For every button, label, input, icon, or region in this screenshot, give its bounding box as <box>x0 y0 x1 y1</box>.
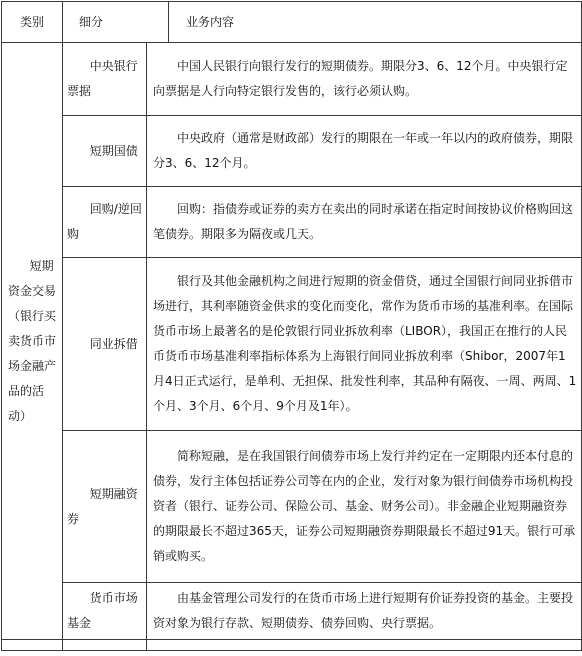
table-row-cutoff <box>2 640 582 651</box>
subcategory-cell <box>63 43 147 116</box>
subcategory-name: 短期国债 <box>89 143 138 158</box>
category-text: 短期资金交易（银行买卖货币市场金融产品的活动） <box>8 258 57 423</box>
content-cell <box>147 258 582 431</box>
content-cell <box>147 583 582 640</box>
money-market-table <box>1 1 582 651</box>
content-cell <box>147 116 582 187</box>
subcategory-cell <box>63 116 147 187</box>
content-text: 由基金管理公司发行的在货币市场上进行短期有价证券投资的基金。主要投资对象为银行存款、短期债券、债券回购、央行票据。 <box>153 591 574 630</box>
table-row <box>2 116 582 187</box>
content-text: 回购：指债券或证券的卖方在卖出的同时承诺在指定时间按协议价格购回这笔债券。期限多为隔夜或几天。 <box>153 202 574 241</box>
header-content: 业务内容 <box>186 14 235 29</box>
subcategory-name: 中央银行票据 <box>67 59 138 98</box>
subcategory-name: 回购/逆回购 <box>67 202 142 241</box>
cutoff-cell <box>2 640 63 651</box>
cutoff-cell <box>63 640 147 651</box>
category-cell <box>2 43 63 640</box>
content-text: 中国人民银行向银行发行的短期债券。期限分3、6、12个月。中央银行定向票据是人行向特定银行发售的，该行必须认购。 <box>153 59 568 98</box>
header-subcategory: 细分 <box>79 14 104 29</box>
content-text: 简称短融，是在我国银行间债券市场上发行并约定在一定期限内还本付息的债券，发行主体包括证券公司等在内的企业，发行对象为银行间债券市场机构投资者（银行、证券公司、保险公司、基金、财务公司）。非金融企业短期融资券的期限最长不超过365天，证券公司短期融资券期限最长不超过91天。银行可承销或购买。 <box>153 449 576 563</box>
subcategory-name: 短期融资券 <box>67 486 138 526</box>
subcategory-cell <box>63 431 147 583</box>
subcategory-cell <box>63 258 147 431</box>
subcategory-name: 同业拆借 <box>89 336 138 351</box>
cutoff-cell <box>147 640 582 651</box>
table-row <box>2 43 582 116</box>
content-cell <box>147 431 582 583</box>
header-sub-and-content <box>63 2 582 43</box>
table-header-row <box>2 2 582 43</box>
subcategory-cell <box>63 187 147 258</box>
subcategory-name: 货币市场基金 <box>67 591 138 630</box>
header-divider <box>168 2 169 42</box>
content-text: 中央政府（通常是财政部）发行的期限在一年或一年以内的政府债券，期限分3、6、12个月。 <box>153 131 574 170</box>
content-text: 银行及其他金融机构之间进行短期的资金借贷，通过全国银行间同业拆借市场进行，其利率随资金供求的变化而变化，常作为货币市场的基准利率。在国际货币市场上最著名的是伦敦银行同业拆放利率（LIBOR），我国正在推行的人民币货币市场基准利率指标体系为上海银行间同业拆放利率（Shibor，2007年1月4日正式运行，是单利、无担保、批发性利率，其品种有隔夜、一周、两周、1个月、3个月、6个月、9个月及1年）。 <box>153 274 577 413</box>
content-cell <box>147 43 582 116</box>
table-row <box>2 583 582 640</box>
table-row <box>2 258 582 431</box>
table-row <box>2 187 582 258</box>
subcategory-cell <box>63 583 147 640</box>
content-cell <box>147 187 582 258</box>
table-row <box>2 431 582 583</box>
header-category: 类别 <box>2 2 63 43</box>
